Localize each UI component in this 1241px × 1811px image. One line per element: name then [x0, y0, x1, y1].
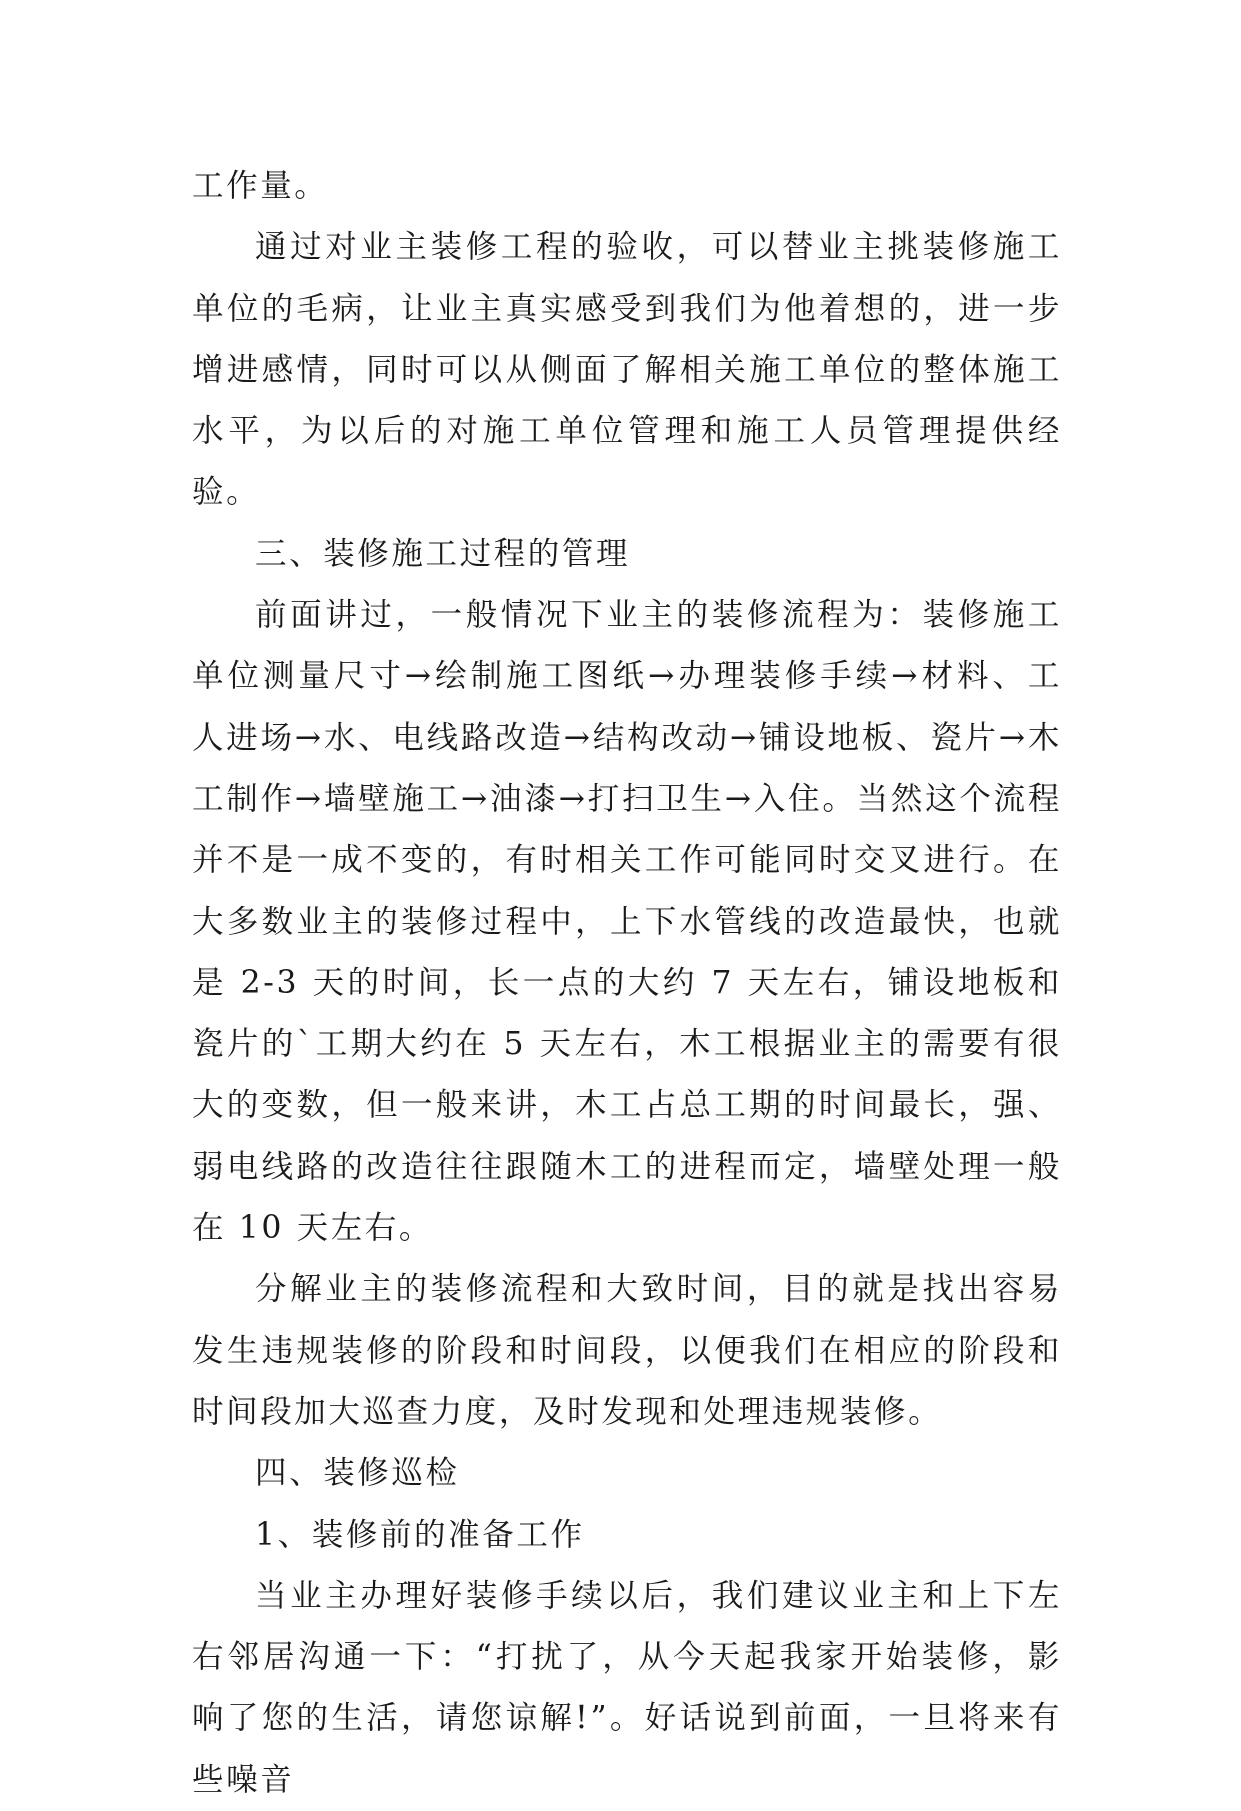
section-heading-4: 四、装修巡检 [255, 1455, 460, 1492]
paragraph-1: 工作量。 [192, 168, 329, 204]
paragraph-4: 前面讲过，一般情况下业主的装修流程为：装修施工单位测量尺寸→绘制施工图纸→办理装修手续→材料、工人进场→水、电线路改造→结构改动→铺设地板、瓷片→木工制作→墙壁施工→油漆→打扫卫生→入住。当然这个流程并不是一成不变的，有时相关工作可能同时交叉进行。在大多数业主的装修过程中，上下水管线的改造最快，也就是 2-3 天的时间，长一点的大约 7 天左右，铺设地板和瓷片的`工期大约在 5 天左右，木工根据业主的需要有很大的变数，但一般来讲，木工占总工期的时间最长，强、弱电线路的改造往往跟随木工的进程而定，墙壁处理一般在 10 天左右。 [192, 597, 1062, 1247]
subsection-heading-1: 1、装修前的准备工作 [255, 1516, 585, 1553]
paragraph-2: 通过对业主装修工程的验收，可以替业主挑装修施工单位的毛病，让业主真实感受到我们为他着想的，进一步增进感情，同时可以从侧面了解相关施工单位的整体施工水平，为以后的对施工单位管理和施工人员管理提供经验。 [192, 229, 1062, 511]
document-body [192, 156, 1062, 1811]
section-heading-3: 三、装修施工过程的管理 [255, 535, 631, 572]
paragraph-8: 当业主办理好装修手续以后，我们建议业主和上下左右邻居沟通一下：“打扰了，从今天起我家开始装修，影响了您的生活，请您谅解!”。好话说到前面，一旦将来有些噪音 [192, 1577, 1062, 1798]
paragraph-5: 分解业主的装修流程和大致时间，目的就是找出容易发生违规装修的阶段和时间段，以便我们在相应的阶段和时间段加大巡查力度，及时发现和处理违规装修。 [192, 1271, 1062, 1430]
